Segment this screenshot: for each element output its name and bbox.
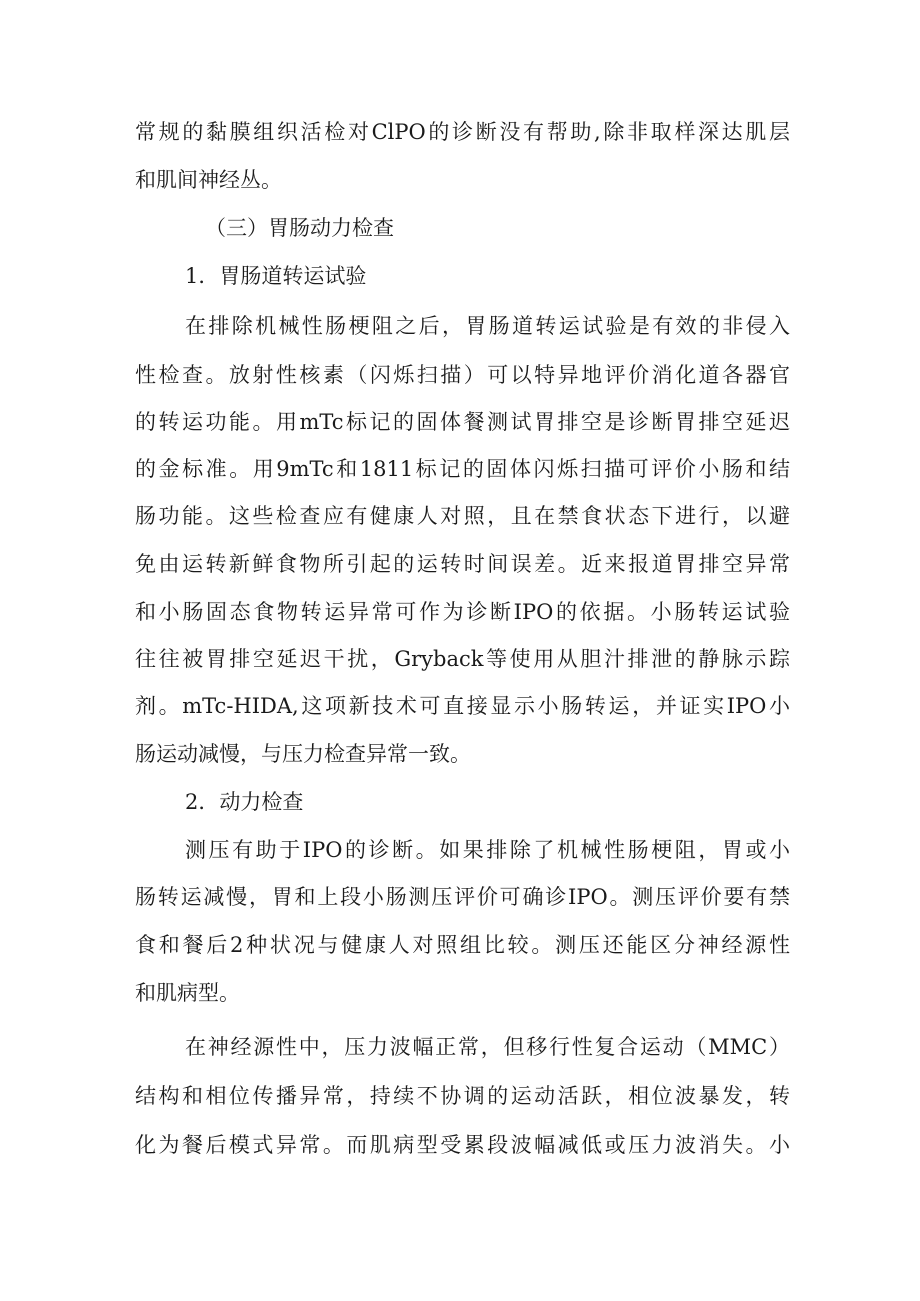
paragraph-line: 免由运转新鲜食物所引起的运转时间误差。近来报道胃排空异常 bbox=[135, 552, 790, 576]
paragraph-line: 在神经源性中，压力波幅正常，但移行性复合运动（MMC） bbox=[185, 1035, 790, 1059]
paragraph-line: 的金标准。用9mTc和1811标记的固体闪烁扫描可评价小肠和结 bbox=[135, 457, 790, 481]
paragraph-line: 食和餐后2种状况与健康人对照组比较。测压还能区分神经源性 bbox=[135, 933, 790, 957]
paragraph-line: 肠转运减慢，胃和上段小肠测压评价可确诊IPO。测压评价要有禁 bbox=[135, 885, 790, 909]
paragraph-line: 往往被胃排空延迟干扰，Gryback等使用从胆汁排泄的静脉示踪 bbox=[135, 647, 790, 671]
paragraph-line: 常规的黏膜组织活检对ClPO的诊断没有帮助,除非取样深达肌层 bbox=[135, 120, 790, 144]
paragraph-line: 的转运功能。用mTc标记的固体餐测试胃排空是诊断胃排空延迟 bbox=[135, 410, 790, 434]
paragraph-line: 和肌病型。 bbox=[135, 981, 240, 1005]
paragraph-line: 肠功能。这些检查应有健康人对照，且在禁食状态下进行，以避 bbox=[135, 504, 790, 528]
paragraph-line: 性检查。放射性核素（闪烁扫描）可以特异地评价消化道各器官 bbox=[135, 363, 790, 387]
paragraph-line: 在排除机械性肠梗阻之后，胃肠道转运试验是有效的非侵入 bbox=[185, 314, 790, 338]
subsection-heading: 2．动力检查 bbox=[185, 790, 304, 814]
paragraph-line: 结构和相位传播异常，持续不协调的运动活跃，相位波暴发，转 bbox=[135, 1084, 790, 1108]
paragraph-line: 和肌间神经丛。 bbox=[135, 168, 282, 192]
paragraph-line: 化为餐后模式异常。而肌病型受累段波幅减低或压力波消失。小 bbox=[135, 1133, 790, 1157]
paragraph-line: 肠运动减慢，与压力检查异常一致。 bbox=[135, 742, 471, 766]
section-heading: （三）胃肠动力检查 bbox=[205, 216, 394, 240]
paragraph-line: 剂。mTc-HIDA,这项新技术可直接显示小肠转运，并证实IPO小 bbox=[135, 694, 790, 718]
paragraph-line: 和小肠固态食物转运异常可作为诊断IPO的依据。小肠转运试验 bbox=[135, 600, 790, 624]
subsection-heading: 1．胃肠道转运试验 bbox=[185, 264, 367, 288]
paragraph-line: 测压有助于IPO的诊断。如果排除了机械性肠梗阻，胃或小 bbox=[185, 838, 790, 862]
